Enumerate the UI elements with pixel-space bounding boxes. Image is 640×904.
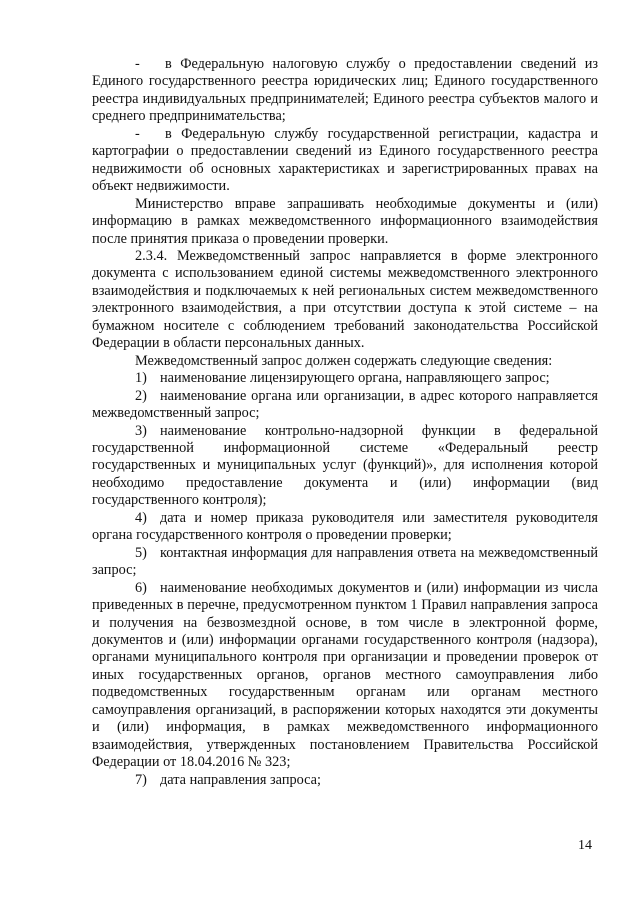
list-marker: 6)	[135, 579, 147, 596]
paragraph-dash-1	[92, 56, 598, 126]
paragraph-text: в Федеральную службу государственной регистрации, кадастра и картографии о предоставлении сведений из Единого государственного реестра недвижимости об основных характеристиках и зарегистрированных правах на объект недвижимости.	[92, 125, 598, 195]
paragraph-ministry-right	[92, 196, 598, 248]
paragraph-text: в Федеральную налоговую службу о предоставлении сведений из Единого государственного реестра юридических лиц; Единого государственного реестра индивидуальных предпринимателей; Единого реестра субъектов малого и среднего предпринимательства;	[92, 56, 598, 125]
list-item-5	[92, 545, 598, 580]
paragraph-text: Министерство вправе запрашивать необходимые документы и (или) информацию в рамках межведомственного информационного взаимодействия после принятия приказа о проведении проверки.	[92, 195, 598, 247]
list-item-3	[92, 423, 598, 510]
paragraph-text: наименование контрольно-надзорной функции в федеральной государственной информационной системе «Федеральный реестр государственных и муниципальных услуг (функций)», для исполнения которой необходимо предоставление документа и (или) информации (вид государственного контроля);	[92, 422, 598, 509]
paragraph-text: Межведомственный запрос должен содержать следующие сведения:	[135, 352, 553, 369]
list-marker: -	[135, 56, 140, 72]
paragraph-request-contents	[92, 353, 598, 370]
list-item-2	[92, 388, 598, 423]
list-marker: 1)	[135, 370, 147, 387]
list-marker: 2)	[135, 387, 147, 404]
paragraph-2-3-4	[92, 248, 598, 353]
paragraph-dash-2	[92, 126, 598, 196]
list-item-4	[92, 510, 598, 545]
paragraph-text: наименование необходимых документов и (или) информации из числа приведенных в перечне, предусмотренном пунктом 1 Правил направления запроса и получения на безвозмездной основе, в том числе в электронной форме, документов и (или) информации органами государственного контроля (надзора), органами муниципального контроля при организации и проведении проверок от иных государственных органов, органов местного самоуправления либо подведомственных государственным органам или органам местного самоуправления организаций, в распоряжении которых находятся эти документы и (или) информация, в рамках межведомственного информационного взаимодействия, утвержденных постановлением Правительства Российской Федерации от 18.04.2016 № 323;	[92, 579, 598, 771]
paragraph-text: наименование лицензирующего органа, направляющего запрос;	[160, 370, 550, 387]
list-marker: -	[135, 125, 140, 142]
list-marker: 5)	[135, 544, 147, 561]
list-marker: 7)	[135, 771, 147, 788]
paragraph-text: дата и номер приказа руководителя или заместителя руководителя органа государственного контроля о проведении проверки;	[92, 509, 598, 544]
paragraph-text: наименование органа или организации, в адрес которого направляется межведомственный запрос;	[92, 387, 598, 422]
document-body	[92, 56, 598, 789]
list-item-1	[92, 370, 598, 387]
list-marker: 3)	[135, 422, 147, 439]
list-marker: 4)	[135, 509, 147, 526]
paragraph-text: контактная информация для направления ответа на межведомственный запрос;	[92, 544, 598, 579]
paragraph-text: дата направления запроса;	[160, 771, 321, 788]
list-item-7	[92, 772, 598, 789]
page-number: 14	[578, 838, 592, 853]
list-item-6	[92, 580, 598, 772]
paragraph-text: 2.3.4. Межведомственный запрос направляется в форме электронного документа с использованием единой системы межведомственного электронного взаимодействия и подключаемых к ней региональных систем межведомственного электронного взаимодействия, а при отсутствии доступа к этой системе – на бумажном носителе с соблюдением требований законодательства Российской Федерации в области персональных данных.	[92, 247, 598, 352]
